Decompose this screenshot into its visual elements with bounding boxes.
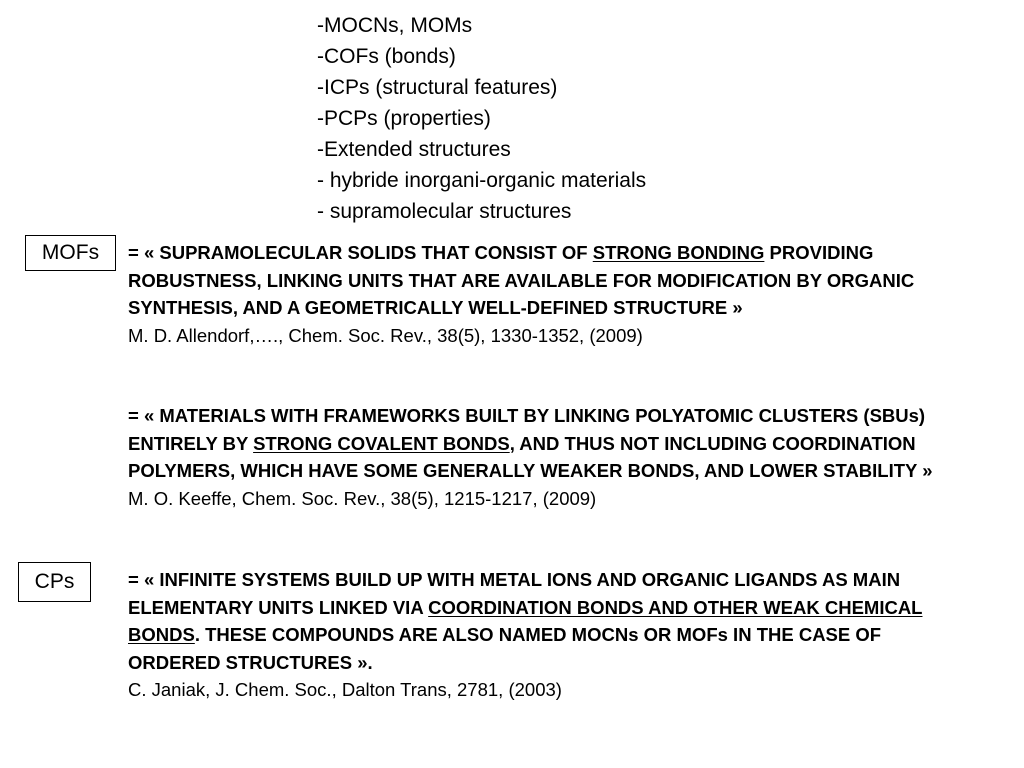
definition-reference: M. D. Allendorf,…., Chem. Soc. Rev., 38(5), 1330-1352, (2009) (128, 324, 643, 346)
quote-underlined-text: COORDINATION BONDS AND OTHER WEAK CHEMICAL BONDS (128, 596, 923, 645)
definition-quote (128, 566, 958, 676)
definition-janiak (128, 566, 958, 704)
quote-text: . THESE COMPOUNDS ARE ALSO NAMED MOCNs OR MOFs IN THE CASE OF ORDERED STRUCTURES ». (128, 624, 882, 673)
quote-text: = « SUPRAMOLECULAR SOLIDS THAT CONSIST OF (128, 242, 593, 263)
quote-underlined-text: STRONG COVALENT BONDS (253, 432, 510, 454)
list-item: - supramolecular structures (317, 200, 572, 223)
cps-label-box: CPs (18, 562, 91, 602)
list-item: - hybride inorgani-organic materials (317, 169, 647, 192)
definition-reference: M. O. Keeffe, Chem. Soc. Rev., 38(5), 1215-1217, (2009) (128, 487, 597, 509)
definition-allendorf (128, 239, 958, 349)
quote-text: = « MATERIALS WITH FRAMEWORKS BUILT BY LINKING POLYATOMIC CLUSTERS (SBUs) ENTIRELY BY (128, 405, 926, 454)
definition-quote (128, 402, 958, 485)
list-item: -COFs (bonds) (317, 45, 456, 68)
definition-reference: C. Janiak, J. Chem. Soc., Dalton Trans, 2781, (2003) (128, 679, 562, 700)
list-item: -MOCNs, MOMs (317, 14, 473, 37)
quote-text: , AND THUS NOT INCLUDING COORDINATION POLYMERS, WHICH HAVE SOME GENERALLY WEAKER BONDS, AND LOWER STABILITY » (128, 432, 933, 481)
definition-keeffe (128, 402, 958, 512)
list-item: -Extended structures (317, 138, 511, 161)
synonym-terms-list (317, 10, 646, 227)
quote-text: = « INFINITE SYSTEMS BUILD UP WITH METAL IONS AND ORGANIC LIGANDS AS MAIN ELEMENTARY UNITS LINKED VIA (128, 569, 901, 618)
list-item: -ICPs (structural features) (317, 76, 558, 99)
list-item: -PCPs (properties) (317, 107, 491, 130)
quote-underlined-text: STRONG BONDING (592, 242, 765, 263)
quote-text: PROVIDING ROBUSTNESS, LINKING UNITS THAT ARE AVAILABLE FOR MODIFICATION BY ORGANIC SYNTHESIS, AND A GEOMETRICALLY WELL-DEFINED STRUCTURE » (128, 242, 915, 318)
definition-quote (128, 239, 958, 322)
mofs-label-box: MOFs (25, 235, 116, 271)
